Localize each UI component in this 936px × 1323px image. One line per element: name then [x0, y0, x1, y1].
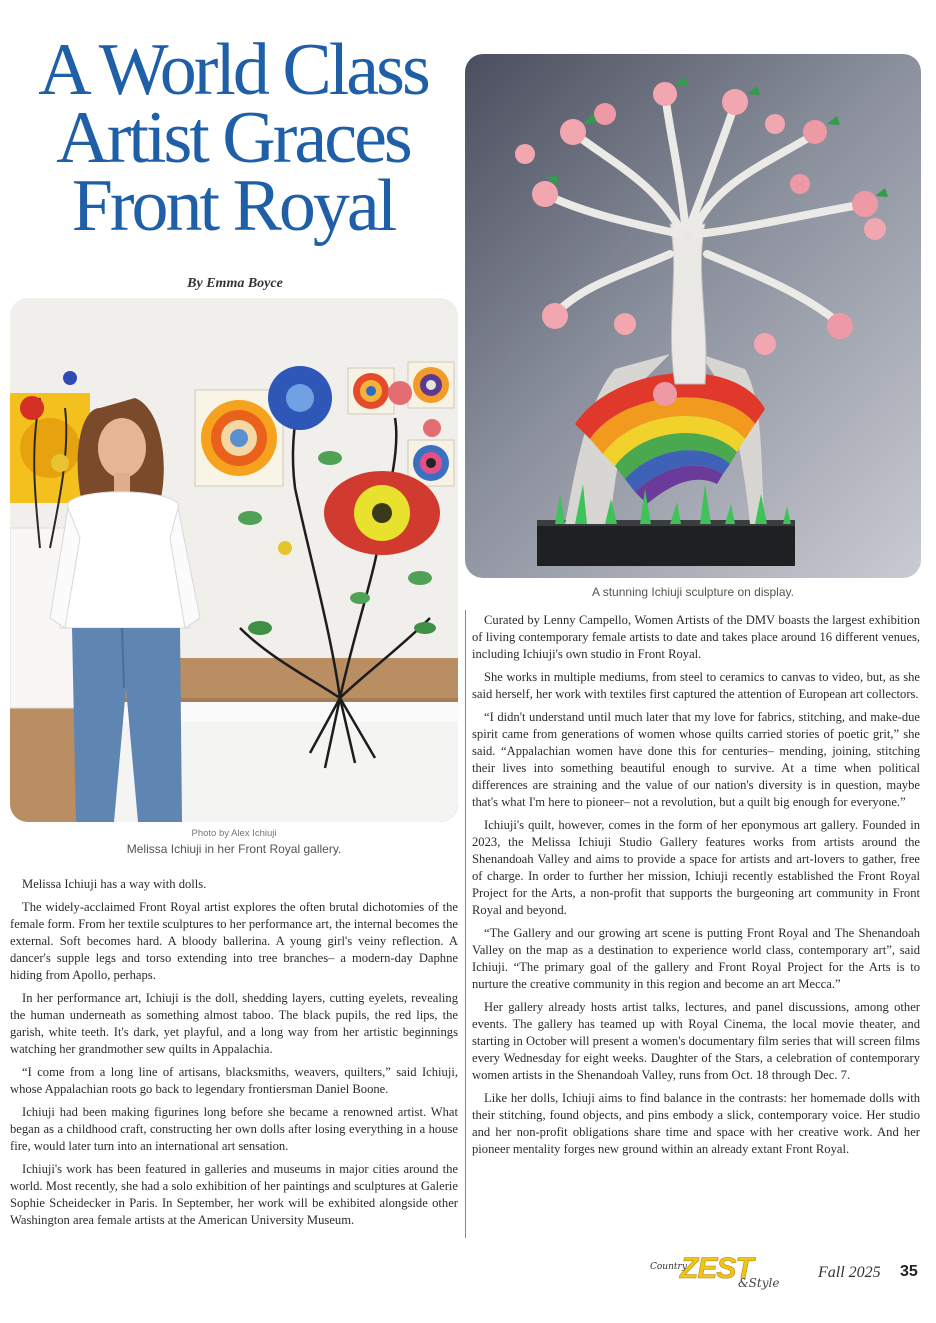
left-photo-caption: Melissa Ichiuji in her Front Royal gallery. [126, 842, 342, 856]
paragraph: The widely-acclaimed Front Royal artist explores the often brutal dichotomies of the female form. From her textile sculptures to her performance art, the internal becomes the external. Soft becomes hard. A bloody ballerina. A young girl's veiny reflection. A dancer's supple legs and torso extending into tree branches– a modern-day Daphne hiding from Apollo, perhaps. [10, 900, 458, 982]
paragraph: “The Gallery and our growing art scene is putting Front Royal and The Shenandoah Valley on the map as a destination to experience world class, contemporary art”, said Ichiuji. “The primary goal of the gallery and Front Royal Project for the Arts is to nurture the creative community in this region and become an art Mecca.” [472, 926, 920, 991]
headline-line-1: A World Class [38, 29, 428, 111]
logo-small-text: Country [650, 1262, 687, 1272]
article-headline [18, 29, 448, 247]
byline: By Emma Boyce [187, 276, 283, 291]
paragraph: Like her dolls, Ichiuji aims to find balance in the contrasts: her homemade dolls with their stitching, found objects, and pins embody a slick, contemporary voice. Her studio and her non-profit obligations share time and space with her creative work. And her pioneer mentality forges new ground within an already extant Front Royal. [472, 1091, 920, 1156]
column-divider [465, 610, 466, 1238]
paragraph: In her performance art, Ichiuji is the doll, shedding layers, cutting eyelets, revealing the human underneath as something almost taboo. The black pupils, the red lips, the garish, white teeth. It's dark, yet playful, and a long way from her artistic beginnings watching her grandmother sew quilts in Appalachia. [10, 991, 458, 1056]
logo-script-text: &Style [738, 1276, 780, 1290]
headline-line-2: Artist Graces [56, 97, 410, 179]
sculpture-photo [465, 54, 921, 578]
tree-sculpture-illustration [465, 54, 921, 578]
magazine-logo [650, 1254, 790, 1294]
paragraph: Ichiuji's work has been featured in galleries and museums in major cities around the world. Most recently, she had a solo exhibition of her paintings and sculptures at Galerie Sophie Scheidecker in Paris. In September, her work will be exhibited alongside other Washington area female artists at the American University Museum. [10, 1162, 458, 1227]
artist-gallery-photo [10, 298, 458, 822]
paragraph: Ichiuji had been making figurines long before she became a renowned artist. What began as a childhood craft, constructing her own dolls after losing everything in a house fire, would later turn into an international art sensation. [10, 1105, 458, 1153]
logo-main-text: ZEST [680, 1252, 753, 1285]
headline-line-3: Front Royal [71, 165, 395, 247]
paragraph: Ichiuji's quilt, however, comes in the form of her eponymous art gallery. Founded in 2023, the Melissa Ichiuji Studio Gallery features works from artists around the Shenandoah Valley and aims to provide a space for artists and art-lovers to gather, free of charge. In order to further her mission, Ichiuji recently established the Front Royal Project for the Arts, a non-profit that supports the burgeoning art community in Front Royal and beyond. [472, 818, 920, 917]
paragraph: “I didn't understand until much later that my love for fabrics, stitching, and make-due spirit came from generations of women whose quilts carried stories of poetic grit,” she said. “Appalachian women have done this for centuries– mending, joining, stitching their lives into something beautiful enough to survive. At a time when political differences are straining and the value of our nation's diversity is in question, maybe that's what I'm here to pioneer– not a revolution, but a quilt big enough for everyone.” [472, 710, 920, 809]
right-column [472, 612, 920, 1164]
issue-date: Fall 2025 [818, 1264, 881, 1281]
page-number: 35 [900, 1263, 918, 1280]
photo-credit: Photo by Alex Ichiuji [191, 828, 277, 839]
left-column [10, 876, 458, 1235]
paragraph: Her gallery already hosts artist talks, lectures, and panel discussions, among other events. The gallery has teamed up with Royal Cinema, the local movie theater, and starting in October will present a women's documentary film series that will screen films every Wednesday for eight weeks. Daughter of the Stars, a celebration of contemporary women artists in the Shenandoah Valley, runs from Oct. 18 through Dec. 7. [472, 1000, 920, 1082]
artist-gallery-illustration [10, 298, 458, 822]
paragraph: She works in multiple mediums, from steel to ceramics to canvas to video, but, as she said herself, her work with textiles first captured the attention of European art collectors. [472, 670, 920, 701]
paragraph: Curated by Lenny Campello, Women Artists of the DMV boasts the largest exhibition of living contemporary female artists to date and takes place around 16 different venues, including Ichiuji's own studio in Front Royal. [472, 613, 920, 661]
paragraph: “I come from a long line of artisans, blacksmiths, weavers, quilters,” said Ichiuji, whose Appalachian roots go back to legendary frontiersman Daniel Boone. [10, 1065, 458, 1096]
paragraph: Melissa Ichiuji has a way with dolls. [22, 877, 207, 891]
right-photo-caption: A stunning Ichiuji sculpture on display. [592, 585, 794, 599]
